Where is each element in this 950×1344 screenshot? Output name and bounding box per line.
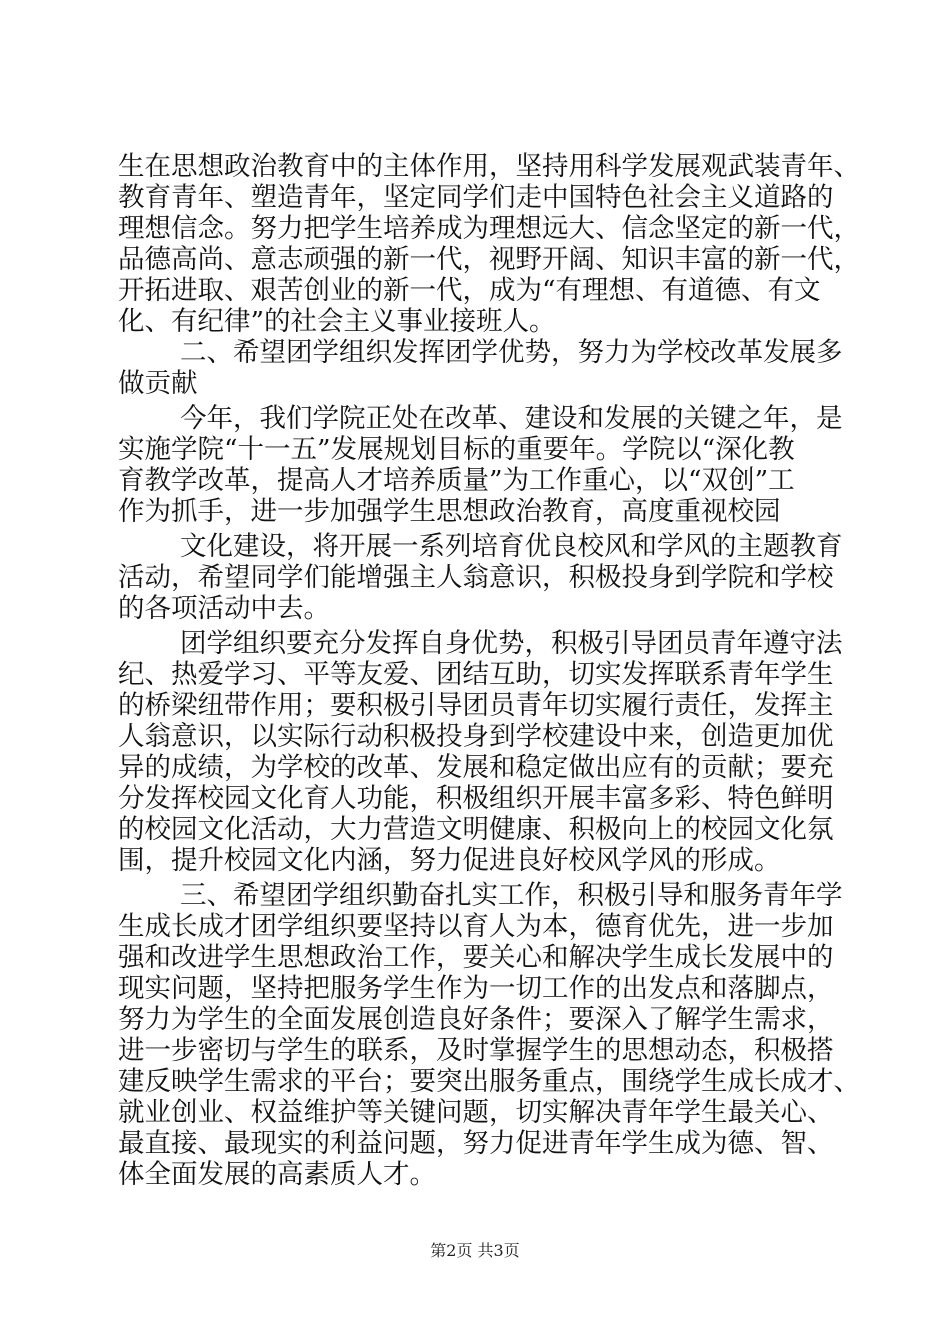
text-line: 理想信念。努力把学生培养成为理想远大、信念坚定的新一代， [118,213,860,244]
text-line: 人翁意识，以实际行动积极投身到学校建设中来，创造更加优 [118,721,834,752]
text-line: 就业创业、权益维护等关键问题，切实解决青年学生最关心、 [118,1097,834,1128]
text-line: 的桥梁纽带作用；要积极引导团员青年切实履行责任，发挥主 [118,690,834,721]
text-line: 围，提升校园文化内涵，努力促进良好校风学风的形成。 [118,845,781,876]
page-number: 第2页 共3页 [430,1241,520,1260]
text-line: 文化建设，将开展一系列培育优良校风和学风的主题教育 [180,531,843,562]
text-line: 育教学改革，提高人才培养质量”为工作重心，以“双创”工 [118,465,795,496]
text-line: 的各项活动中去。 [118,593,330,624]
text-line: 生成长成才团学组织要坚持以育人为本，德育优先，进一步加 [118,911,834,942]
text-line: 今年，我们学院正处在改革、建设和发展的关键之年，是 [180,403,843,434]
text-line: 品德高尚、意志顽强的新一代，视野开阔、知识丰富的新一代， [118,244,860,275]
text-line: 实施学院“十一五”发展规划目标的重要年。学院以“深化教 [118,434,795,465]
section-heading: 做贡献 [118,368,198,399]
section-heading: 三、希望团学组织勤奋扎实工作，积极引导和服务青年学 [180,880,843,911]
text-line: 生在思想政治教育中的主体作用，坚持用科学发展观武装青年、 [118,151,860,182]
text-line: 体全面发展的高素质人才。 [118,1159,436,1190]
text-line: 现实问题，坚持把服务学生作为一切工作的出发点和落脚点， [118,973,834,1004]
text-line: 化、有纪律”的社会主义事业接班人。 [118,306,556,337]
text-line: 努力为学生的全面发展创造良好条件；要深入了解学生需求， [118,1004,834,1035]
text-line: 最直接、最现实的利益问题，努力促进青年学生成为德、智、 [118,1128,834,1159]
text-line: 开拓进取、艰苦创业的新一代，成为“有理想、有道德、有文 [118,275,821,306]
text-line: 进一步密切与学生的联系，及时掌握学生的思想动态，积极搭 [118,1035,834,1066]
section-heading: 二、希望团学组织发挥团学优势，努力为学校改革发展多 [180,337,843,368]
text-line: 团学组织要充分发挥自身优势，积极引导团员青年遵守法 [180,628,843,659]
text-line: 教育青年、塑造青年，坚定同学们走中国特色社会主义道路的 [118,182,834,213]
text-line: 强和改进学生思想政治工作，要关心和解决学生成长发展中的 [118,942,834,973]
text-line: 异的成绩，为学校的改革、发展和稳定做出应有的贡献；要充 [118,752,834,783]
text-line: 建反映学生需求的平台；要突出服务重点，围绕学生成长成才、 [118,1066,860,1097]
text-line: 活动，希望同学们能增强主人翁意识，积极投身到学院和学校 [118,562,834,593]
text-line: 的校园文化活动，大力营造文明健康、积极向上的校园文化氛 [118,814,834,845]
text-line: 纪、热爱学习、平等友爱、团结互助，切实发挥联系青年学生 [118,659,834,690]
text-line: 分发挥校园文化育人功能，积极组织开展丰富多彩、特色鲜明 [118,783,834,814]
text-line: 作为抓手，进一步加强学生思想政治教育，高度重视校园 [118,496,781,527]
